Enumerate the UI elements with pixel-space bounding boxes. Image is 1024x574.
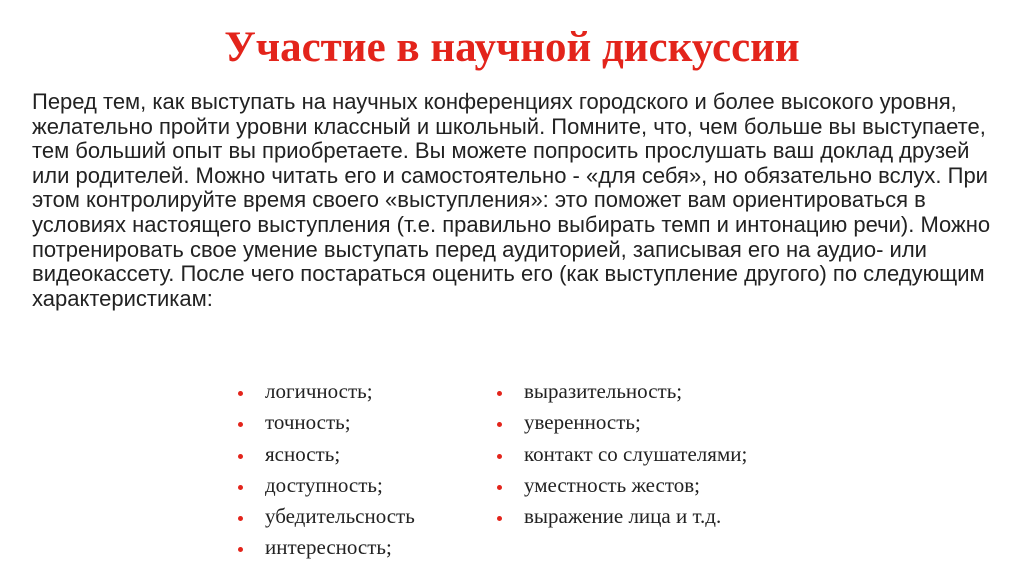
list-item [238,503,415,534]
bullet-icon [238,422,243,427]
bullet-icon [238,454,243,459]
list-item [497,409,747,440]
list-item-label: логичность; [265,379,373,403]
slide-title: Участие в научной дискуссии [224,24,800,71]
bullet-icon [238,516,243,521]
list-item [497,503,747,534]
bullet-icon [238,391,243,396]
list-item-label: уверенность; [524,410,641,435]
bullet-icon [238,547,243,552]
list-item [238,441,415,472]
list-item [497,378,747,409]
bullet-icon [497,391,502,396]
characteristics-list-right [497,378,747,534]
bullet-icon [497,422,502,427]
list-item-label: убедительсность [265,504,415,529]
list-item-label: контакт со слушателями; [524,441,748,466]
list-item-label: интересность; [265,535,392,560]
bullet-icon [497,516,502,521]
list-item-label: точность; [265,410,351,435]
list-item-label: доступность; [265,472,383,497]
list-item [238,409,415,440]
list-item-label: ясность; [265,441,341,466]
list-item-label: выражение лица и т.д. [524,504,722,529]
list-item [238,378,415,409]
list-item-label: уместность жестов; [524,472,700,497]
characteristics-list-left [238,378,415,566]
list-item [238,472,415,503]
list-item [238,534,415,565]
list-item [497,472,747,503]
slide-body-text: Перед тем, как выступать на научных конференциях городского и более высокого уровня, желательно пройти уровни классный и школьный. Помните, что, чем больше вы выступаете, тем больший опыт вы приобретаете. Вы можете попросить прослушать ваш доклад друзей или родителей. Можно читать его и самостоятельно - «для себя», но обязательно вслух. При этом контролируйте время своего «выступления»: это поможет вам ориентироваться в условиях настоящего выступления (т.е. правильно выбирать темп и интонацию речи). Можно потренировать свое умение выступать перед аудиторией, записывая его на аудио- или видеокассету. После чего постараться оценить его (как выступление другого) по следующим характеристикам: [32,89,991,311]
bullet-icon [238,485,243,490]
list-item [497,441,747,472]
bullet-icon [497,485,502,490]
bullet-icon [497,454,502,459]
list-item-label: выразительность; [524,379,683,403]
